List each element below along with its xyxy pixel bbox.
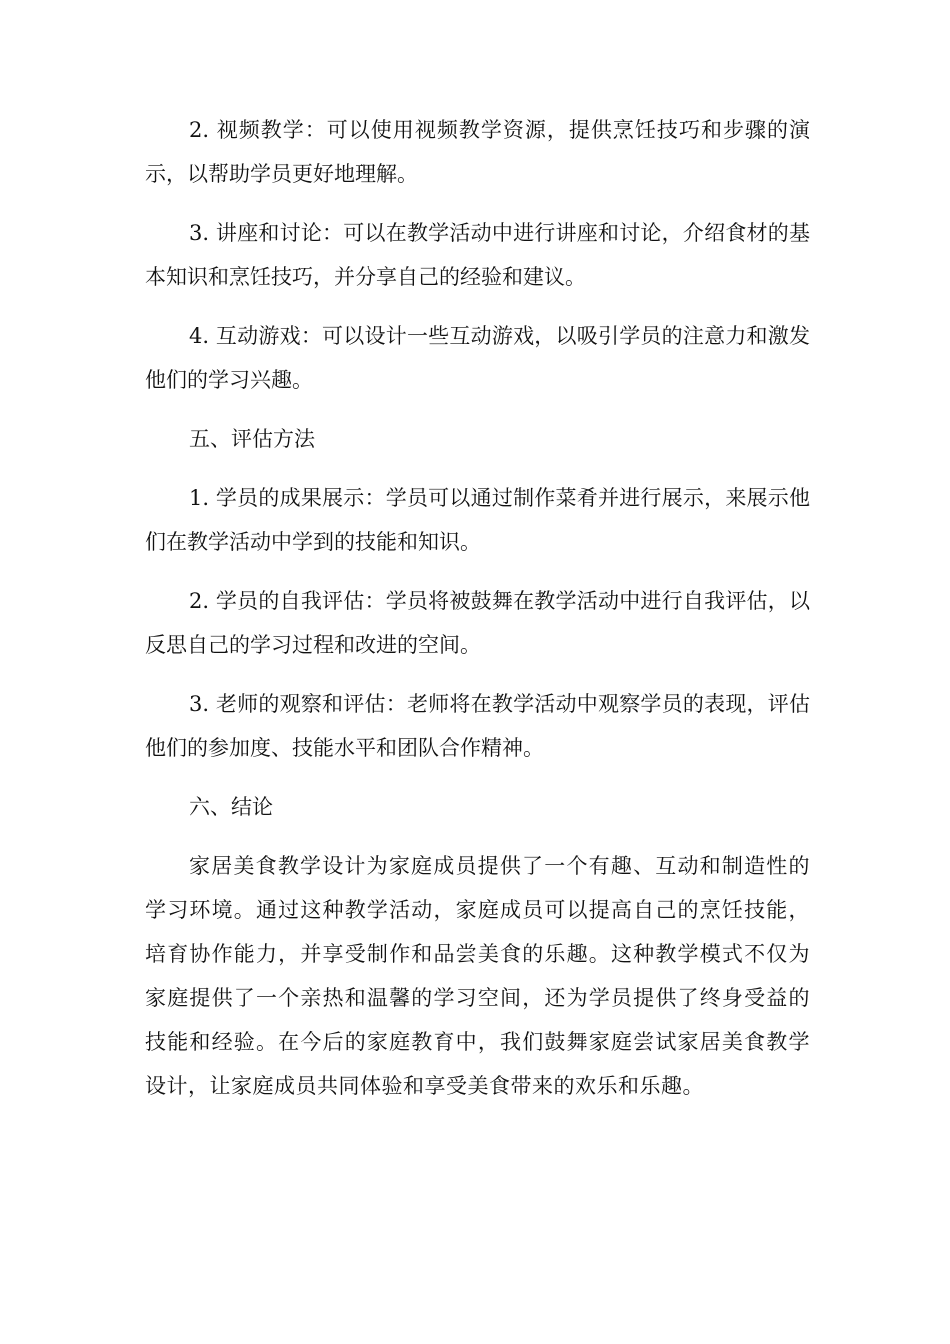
teaching-method-video: 2. 视频教学：可以使用视频教学资源，提供烹饪技巧和步骤的演示，以帮助学员更好地理解。: [145, 118, 810, 186]
evaluation-item-self-assessment: 2. 学员的自我评估：学员将被鼓舞在教学活动中进行自我评估，以反思自己的学习过程和改进的空间。: [145, 589, 810, 657]
section-heading-conclusion: 六、结论: [189, 795, 273, 819]
evaluation-item-teacher-observation: 3. 老师的观察和评估：老师将在教学活动中观察学员的表现，评估他们的参加度、技能水平和团队合作精神。: [145, 692, 810, 760]
teaching-method-lecture: 3. 讲座和讨论：可以在教学活动中进行讲座和讨论，介绍食材的基本知识和烹饪技巧，并分享自己的经验和建议。: [145, 221, 810, 289]
document-body: [145, 108, 810, 1123]
section-heading-evaluation: 五、评估方法: [189, 427, 315, 451]
conclusion-paragraph: 家居美食教学设计为家庭成员提供了一个有趣、互动和制造性的学习环境。通过这种教学活动，家庭成员可以提高自己的烹饪技能，培育协作能力，并享受制作和品尝美食的乐趣。这种教学模式不仅为家庭提供了一个亲热和温馨的学习空间，还为学员提供了终身受益的技能和经验。在今后的家庭教育中，我们鼓舞家庭尝试家居美食教学设计，让家庭成员共同体验和享受美食带来的欢乐和乐趣。: [145, 854, 810, 1098]
evaluation-item-showcase: 1. 学员的成果展示：学员可以通过制作菜肴并进行展示，来展示他们在教学活动中学到的技能和知识。: [145, 486, 810, 554]
teaching-method-game: 4. 互动游戏：可以设计一些互动游戏，以吸引学员的注意力和激发他们的学习兴趣。: [145, 324, 810, 392]
